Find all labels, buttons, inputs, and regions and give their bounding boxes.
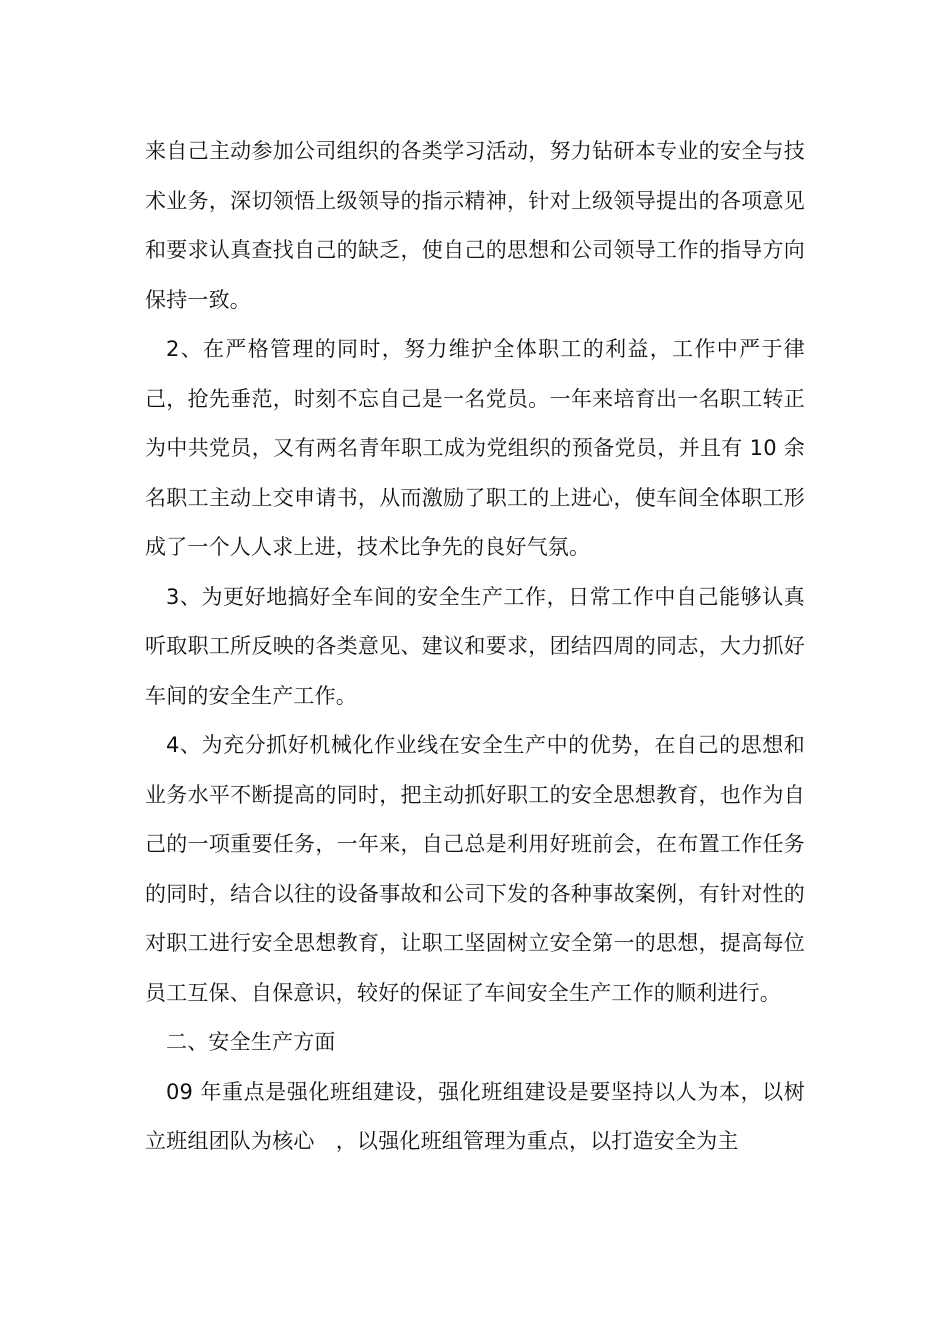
paragraph-item-2-party-members: 2、在严格管理的同时，努力维护全体职工的利益，工作中严于律己，抢先垂范，时刻不忘自己是一名党员。一年来培育出一名职工转正为中共党员，又有两名青年职工成为党组织的预备党员，并且有 10 余名职工主动上交申请书，从而激励了职工的上进心，使车间全体职工形成了一个人人求上进，技术比争先的良好气氛。 [145, 337, 805, 559]
paragraph-team-building: 09 年重点是强化班组建设，强化班组建设是要坚持以人为本，以树立班组团队为核心 ，以强化班组管理为重点，以打造安全为主 [145, 1079, 805, 1153]
paragraph-study-activities: 来自己主动参加公司组织的各类学习活动，努力钻研本专业的安全与技术业务，深切领悟上级领导的指示精神，针对上级领导提出的各项意见和要求认真查找自己的缺乏，使自己的思想和公司领导工作的指导方向保持一致。 [145, 139, 805, 312]
section-heading-safety-production: 二、安全生产方面 [166, 1030, 336, 1054]
paragraph-item-4-safety-education: 4、为充分抓好机械化作业线在安全生产中的优势，在自己的思想和业务水平不断提高的同时，把主动抓好职工的安全思想教育，也作为自己的一项重要任务，一年来，自己总是利用好班前会，在布置工作任务的同时，结合以往的设备事故和公司下发的各种事故案例，有针对性的对职工进行安全思想教育，让职工坚固树立安全第一的思想，提高每位员工互保、自保意识，较好的保证了车间安全生产工作的顺利进行。 [145, 733, 805, 1005]
paragraph-item-3-workshop-safety: 3、为更好地搞好全车间的安全生产工作，日常工作中自己能够认真听取职工所反映的各类意见、建议和要求，团结四周的同志，大力抓好车间的安全生产工作。 [145, 584, 805, 708]
document-body [145, 127, 805, 1167]
